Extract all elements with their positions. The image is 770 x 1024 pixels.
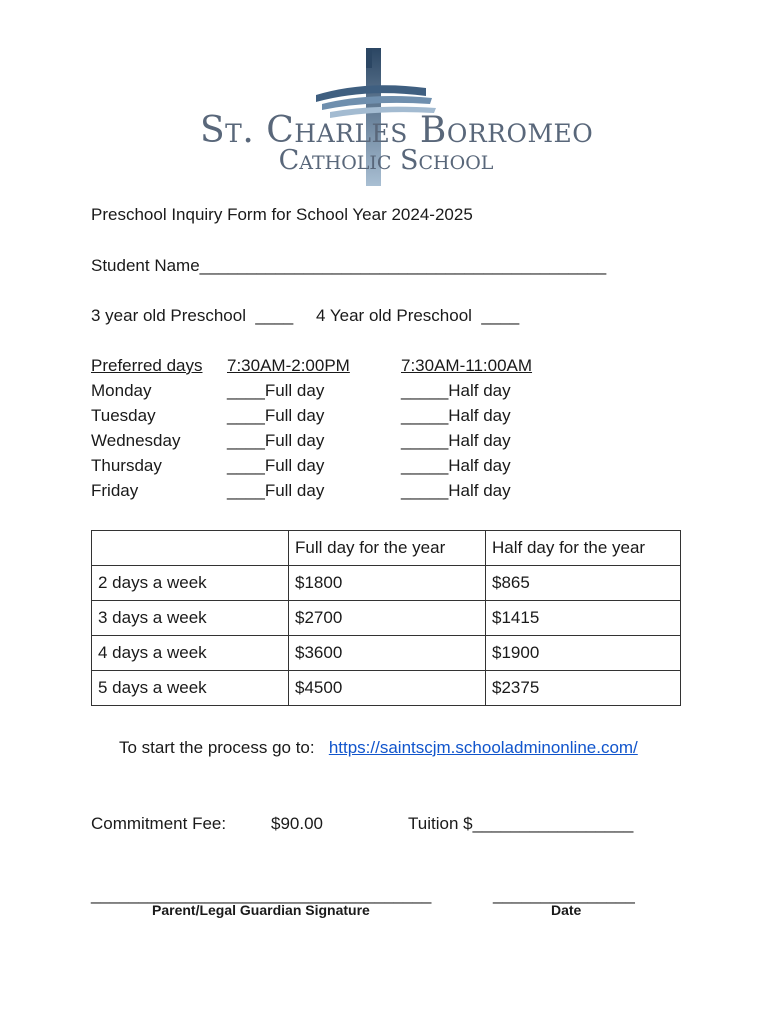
table-row [92, 566, 681, 601]
table-cell: $2700 [289, 601, 486, 636]
table-cell: $1415 [486, 601, 681, 636]
tuition-fees-table [91, 530, 681, 706]
table-cell: 3 days a week [92, 601, 289, 636]
full-day-option[interactable]: ____Full day [227, 381, 325, 400]
table-cell: $4500 [289, 671, 486, 706]
schedule-header-full: 7:30AM-2:00PM [227, 356, 350, 375]
process-text: To start the process go to: [119, 738, 315, 757]
date-line[interactable]: _______________ [493, 885, 635, 904]
process-instruction [119, 738, 638, 758]
table-header-cell: Full day for the year [289, 531, 486, 566]
schedule-day: Thursday [91, 456, 162, 475]
table-header-row [92, 531, 681, 566]
table-row [92, 671, 681, 706]
half-day-option[interactable]: _____Half day [401, 381, 511, 400]
table-cell: 2 days a week [92, 566, 289, 601]
schedule-day: Tuesday [91, 406, 156, 425]
full-day-option[interactable]: ____Full day [227, 431, 325, 450]
commitment-fee-amount: $90.00 [271, 814, 323, 833]
table-cell: $1900 [486, 636, 681, 671]
signature-line[interactable]: ____________________________________ [91, 885, 432, 904]
schedule-day: Monday [91, 381, 152, 400]
program-4yr-option[interactable]: 4 Year old Preschool ____ [316, 306, 520, 325]
student-name-field[interactable]: Student Name___________________________________________ [91, 256, 607, 275]
table-cell: $3600 [289, 636, 486, 671]
full-day-option[interactable]: ____Full day [227, 481, 325, 500]
table-cell: $865 [486, 566, 681, 601]
tuition-field[interactable]: Tuition $_________________ [408, 814, 634, 833]
schedule-day: Wednesday [91, 431, 181, 450]
half-day-option[interactable]: _____Half day [401, 456, 511, 475]
table-row [92, 601, 681, 636]
half-day-option[interactable]: _____Half day [401, 431, 511, 450]
schedule-header-days: Preferred days [91, 356, 203, 375]
table-cell: 4 days a week [92, 636, 289, 671]
date-label: Date [551, 902, 582, 918]
logo-school-name: St. Charles Borromeo [200, 110, 594, 151]
registration-link[interactable]: https://saintscjm.schooladminonline.com/ [328, 738, 638, 757]
table-cell: $1800 [289, 566, 486, 601]
schedule-day: Friday [91, 481, 139, 500]
table-header-cell: Half day for the year [486, 531, 681, 566]
signature-label: Parent/Legal Guardian Signature [152, 902, 370, 918]
logo-school-type: Catholic School [278, 145, 494, 176]
table-cell: 5 days a week [92, 671, 289, 706]
table-cell: $2375 [486, 671, 681, 706]
full-day-option[interactable]: ____Full day [227, 406, 325, 425]
full-day-option[interactable]: ____Full day [227, 456, 325, 475]
table-header-cell [92, 531, 289, 566]
commitment-fee-label: Commitment Fee: [91, 814, 227, 833]
program-3yr-option[interactable]: 3 year old Preschool ____ [91, 306, 294, 325]
school-logo [0, 0, 770, 190]
half-day-option[interactable]: _____Half day [401, 406, 511, 425]
form-title: Preschool Inquiry Form for School Year 2024-2025 [91, 205, 473, 224]
half-day-option[interactable]: _____Half day [401, 481, 511, 500]
schedule-header-half: 7:30AM-11:00AM [401, 356, 533, 375]
table-row [92, 636, 681, 671]
